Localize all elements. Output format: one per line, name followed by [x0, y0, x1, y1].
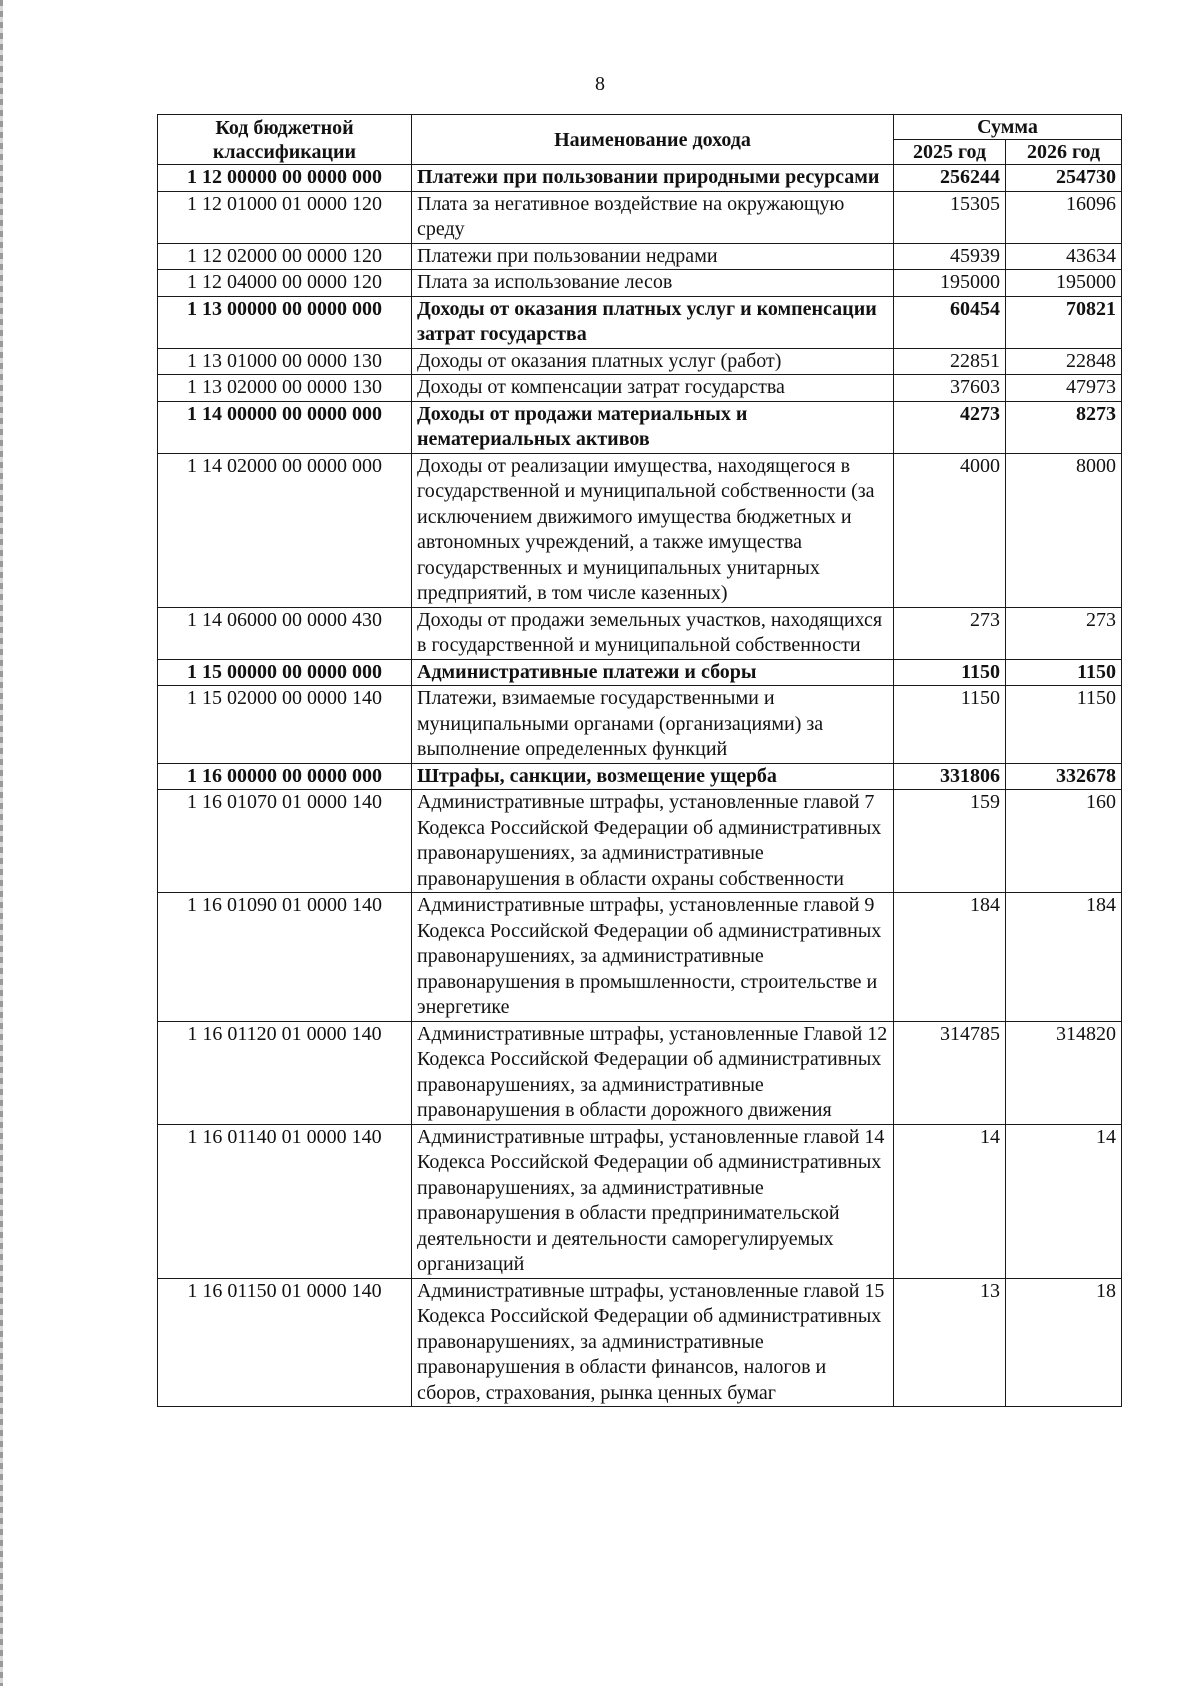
- table-row: [158, 1021, 1122, 1124]
- table-row: [158, 686, 1122, 764]
- cell-amount-2025: 273: [894, 607, 1006, 659]
- cell-amount-2025: 331806: [894, 763, 1006, 790]
- cell-amount-2026: 273: [1006, 607, 1122, 659]
- cell-amount-2026: 14: [1006, 1124, 1122, 1278]
- table-row: [158, 893, 1122, 1022]
- table-row: [158, 1124, 1122, 1278]
- cell-amount-2025: 1150: [894, 686, 1006, 764]
- revenue-table: [157, 114, 1122, 1407]
- table-row: [158, 790, 1122, 893]
- header-year-2025: 2025 год: [894, 140, 1006, 165]
- cell-name: Плата за использование лесов: [412, 270, 894, 297]
- cell-amount-2026: 195000: [1006, 270, 1122, 297]
- cell-code: 1 16 01090 01 0000 140: [158, 893, 412, 1022]
- cell-code: 1 12 01000 01 0000 120: [158, 191, 412, 243]
- cell-code: 1 12 04000 00 0000 120: [158, 270, 412, 297]
- cell-name: Доходы от компенсации затрат государства: [412, 375, 894, 402]
- cell-code: 1 12 00000 00 0000 000: [158, 165, 412, 192]
- cell-name: Штрафы, санкции, возмещение ущерба: [412, 763, 894, 790]
- cell-amount-2025: 4000: [894, 453, 1006, 607]
- cell-name: Платежи при пользовании недрами: [412, 243, 894, 270]
- cell-amount-2025: 22851: [894, 348, 1006, 375]
- cell-code: 1 14 02000 00 0000 000: [158, 453, 412, 607]
- table-row: [158, 1278, 1122, 1407]
- scan-left-edge: [0, 0, 3, 1686]
- cell-amount-2026: 254730: [1006, 165, 1122, 192]
- cell-name: Платежи при пользовании природными ресурсами: [412, 165, 894, 192]
- header-sum: Сумма: [894, 115, 1122, 140]
- table-row: [158, 375, 1122, 402]
- cell-code: 1 16 00000 00 0000 000: [158, 763, 412, 790]
- cell-amount-2025: 256244: [894, 165, 1006, 192]
- cell-name: Административные платежи и сборы: [412, 659, 894, 686]
- cell-name: Платежи, взимаемые государственными и муниципальными органами (организациями) за выполнение определенных функций: [412, 686, 894, 764]
- table-body: [158, 165, 1122, 1407]
- cell-amount-2026: 47973: [1006, 375, 1122, 402]
- cell-amount-2026: 43634: [1006, 243, 1122, 270]
- table-header: [158, 115, 1122, 165]
- cell-amount-2025: 60454: [894, 296, 1006, 348]
- cell-code: 1 13 01000 00 0000 130: [158, 348, 412, 375]
- cell-amount-2025: 1150: [894, 659, 1006, 686]
- table-row: [158, 401, 1122, 453]
- cell-amount-2025: 184: [894, 893, 1006, 1022]
- cell-code: 1 16 01140 01 0000 140: [158, 1124, 412, 1278]
- page-number: 8: [595, 73, 605, 95]
- cell-amount-2026: 332678: [1006, 763, 1122, 790]
- table-row: [158, 763, 1122, 790]
- cell-amount-2025: 159: [894, 790, 1006, 893]
- table-row: [158, 191, 1122, 243]
- header-code: Код бюджетной классификации: [158, 115, 412, 165]
- cell-amount-2025: 45939: [894, 243, 1006, 270]
- cell-name: Доходы от продажи материальных и нематериальных активов: [412, 401, 894, 453]
- table-row: [158, 165, 1122, 192]
- cell-code: 1 14 06000 00 0000 430: [158, 607, 412, 659]
- table-row: [158, 243, 1122, 270]
- cell-amount-2025: 195000: [894, 270, 1006, 297]
- cell-amount-2026: 8000: [1006, 453, 1122, 607]
- cell-code: 1 16 01070 01 0000 140: [158, 790, 412, 893]
- cell-name: Административные штрафы, установленные главой 15 Кодекса Российской Федерации об административных правонарушениях, за административные правонарушения в области финансов, налогов и сборов, страхования, рынка ценных бумаг: [412, 1278, 894, 1407]
- table-row: [158, 270, 1122, 297]
- header-year-2026: 2026 год: [1006, 140, 1122, 165]
- cell-name: Доходы от оказания платных услуг и компенсации затрат государства: [412, 296, 894, 348]
- cell-code: 1 14 00000 00 0000 000: [158, 401, 412, 453]
- table-row: [158, 453, 1122, 607]
- cell-amount-2026: 1150: [1006, 659, 1122, 686]
- cell-amount-2025: 37603: [894, 375, 1006, 402]
- cell-amount-2025: 13: [894, 1278, 1006, 1407]
- cell-amount-2026: 70821: [1006, 296, 1122, 348]
- cell-code: 1 16 01150 01 0000 140: [158, 1278, 412, 1407]
- cell-amount-2025: 4273: [894, 401, 1006, 453]
- cell-name: Административные штрафы, установленные главой 7 Кодекса Российской Федерации об административных правонарушениях, за административные правонарушения в области охраны собственности: [412, 790, 894, 893]
- header-name: Наименование дохода: [412, 115, 894, 165]
- cell-name: Доходы от оказания платных услуг (работ): [412, 348, 894, 375]
- cell-amount-2025: 14: [894, 1124, 1006, 1278]
- cell-name: Плата за негативное воздействие на окружающую среду: [412, 191, 894, 243]
- cell-amount-2026: 160: [1006, 790, 1122, 893]
- cell-code: 1 15 00000 00 0000 000: [158, 659, 412, 686]
- cell-amount-2026: 22848: [1006, 348, 1122, 375]
- cell-name: Административные штрафы, установленные главой 9 Кодекса Российской Федерации об административных правонарушениях, за административные правонарушения в промышленности, строительстве и энергетике: [412, 893, 894, 1022]
- cell-name: Административные штрафы, установленные Главой 12 Кодекса Российской Федерации об административных правонарушениях, за административные правонарушения в области дорожного движения: [412, 1021, 894, 1124]
- cell-amount-2026: 18: [1006, 1278, 1122, 1407]
- cell-name: Административные штрафы, установленные главой 14 Кодекса Российской Федерации об административных правонарушениях, за административные правонарушения в области предпринимательской деятельности и деятельности саморегулируемых организаций: [412, 1124, 894, 1278]
- cell-code: 1 15 02000 00 0000 140: [158, 686, 412, 764]
- cell-code: 1 16 01120 01 0000 140: [158, 1021, 412, 1124]
- cell-amount-2026: 8273: [1006, 401, 1122, 453]
- cell-name: Доходы от реализации имущества, находящегося в государственной и муниципальной собственности (за исключением движимого имущества бюджетных и автономных учреждений, а также имущества государственных и муниципальных унитарных предприятий, в том числе казенных): [412, 453, 894, 607]
- cell-amount-2026: 1150: [1006, 686, 1122, 764]
- table-row: [158, 659, 1122, 686]
- cell-name: Доходы от продажи земельных участков, находящихся в государственной и муниципальной собственности: [412, 607, 894, 659]
- cell-code: 1 13 02000 00 0000 130: [158, 375, 412, 402]
- table-row: [158, 296, 1122, 348]
- cell-amount-2026: 314820: [1006, 1021, 1122, 1124]
- cell-code: 1 13 00000 00 0000 000: [158, 296, 412, 348]
- cell-amount-2025: 314785: [894, 1021, 1006, 1124]
- cell-amount-2025: 15305: [894, 191, 1006, 243]
- table-row: [158, 607, 1122, 659]
- table-row: [158, 348, 1122, 375]
- cell-amount-2026: 16096: [1006, 191, 1122, 243]
- cell-amount-2026: 184: [1006, 893, 1122, 1022]
- cell-code: 1 12 02000 00 0000 120: [158, 243, 412, 270]
